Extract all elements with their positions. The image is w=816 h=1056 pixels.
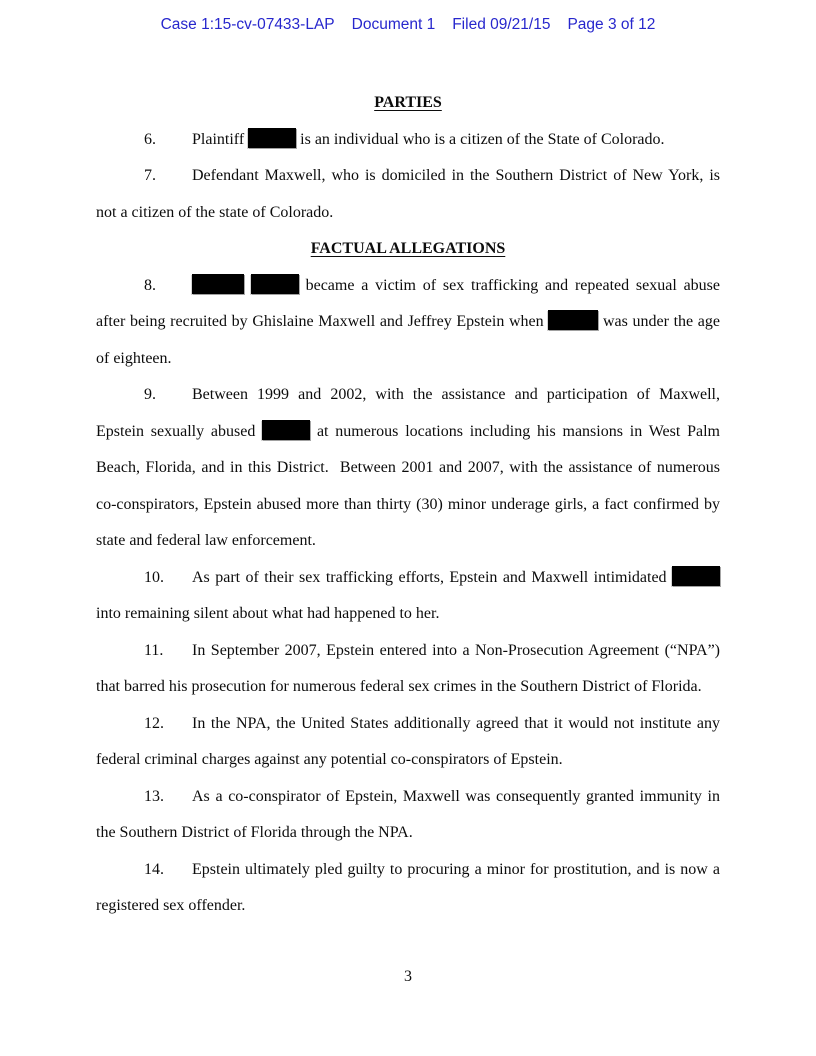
paragraph-number: 7.	[144, 167, 156, 184]
paragraph-text: As part of their sex trafficking efforts, Epstein and Maxwell intimidated	[192, 568, 672, 586]
section-heading: FACTUAL ALLEGATIONS	[310, 240, 506, 257]
paragraph-text: into remaining silent about what had happened to her.	[96, 605, 440, 622]
page-number: 3	[404, 968, 412, 985]
paragraph-text: Between 1999 and 2002, with the assistance and participation of Maxwell, Epstein sexually abused	[96, 386, 720, 440]
paragraph-14	[96, 852, 720, 925]
paragraph-6	[96, 122, 720, 159]
paragraph-text: Epstein ultimately pled guilty to procuring a minor for prostitution, and is now a registered sex offender.	[96, 860, 720, 914]
paragraph-text: In September 2007, Epstein entered into a Non-Prosecution Agreement (“NPA”) that barred his prosecution for numerous federal sex crimes in the Southern District of Florida.	[96, 641, 720, 695]
paragraph-number: 10.	[144, 568, 164, 586]
stamp-filed-date: Filed 09/21/15	[452, 16, 551, 33]
paragraph-text: Defendant Maxwell, who is domiciled in the Southern District of New York, is not a citizen of the state of Colorado.	[96, 167, 720, 221]
redaction-bar	[192, 274, 244, 294]
document-body	[96, 85, 720, 925]
section-heading: PARTIES	[374, 94, 442, 111]
stamp-document-label: Document 1	[351, 16, 436, 33]
paragraph-text: was under the age of eighteen.	[96, 313, 721, 367]
paragraph-7	[96, 158, 720, 231]
paragraph-11	[96, 633, 720, 706]
paragraph-text: As a co-conspirator of Epstein, Maxwell was consequently granted immunity in the Southern District of Florida through the NPA.	[96, 787, 720, 841]
paragraph-13	[96, 779, 720, 852]
paragraph-9	[96, 377, 720, 560]
paragraph-text: is an individual who is a citizen of the State of Colorado.	[296, 130, 665, 148]
redaction-bar	[672, 566, 720, 586]
paragraph-number: 14.	[144, 860, 164, 878]
redaction-bar	[251, 274, 299, 294]
redaction-bar	[262, 420, 310, 440]
paragraph-text: became a victim of sex trafficking and repeated sexual abuse after being recruited by Ghislaine Maxwell and Jeffrey Epstein when	[96, 276, 721, 330]
paragraph-10	[96, 560, 720, 633]
paragraph-number: 9.	[144, 386, 156, 403]
paragraph-8	[96, 268, 720, 378]
paragraph-text: In the NPA, the United States additionally agreed that it would not institute any federal criminal charges against any potential co-conspirators of Epstein.	[96, 714, 720, 768]
stamp-page-info: Page 3 of 12	[567, 16, 656, 33]
stamp-case-number: Case 1:15-cv-07433-LAP	[160, 16, 335, 33]
paragraph-text: Plaintiff	[192, 130, 249, 148]
paragraph-text: at numerous locations including his mansions in West Palm Beach, Florida, and in this District. Between 2001 and 2007, with the assistance of numerous co-conspirators, Epstein abused more than thirty (30) minor underage girls, a fact confirmed by state and federal law enforcement.	[96, 422, 720, 549]
paragraph-number: 13.	[144, 787, 164, 805]
paragraph-number: 11.	[144, 641, 164, 659]
redaction-bar	[548, 310, 598, 330]
paragraph-number: 6.	[144, 130, 156, 148]
paragraph-text	[244, 277, 251, 294]
redaction-bar	[248, 128, 296, 148]
paragraph-number: 12.	[144, 714, 164, 732]
paragraph-number: 8.	[144, 276, 156, 294]
paragraph-12	[96, 706, 720, 779]
court-stamp-header	[0, 17, 816, 33]
